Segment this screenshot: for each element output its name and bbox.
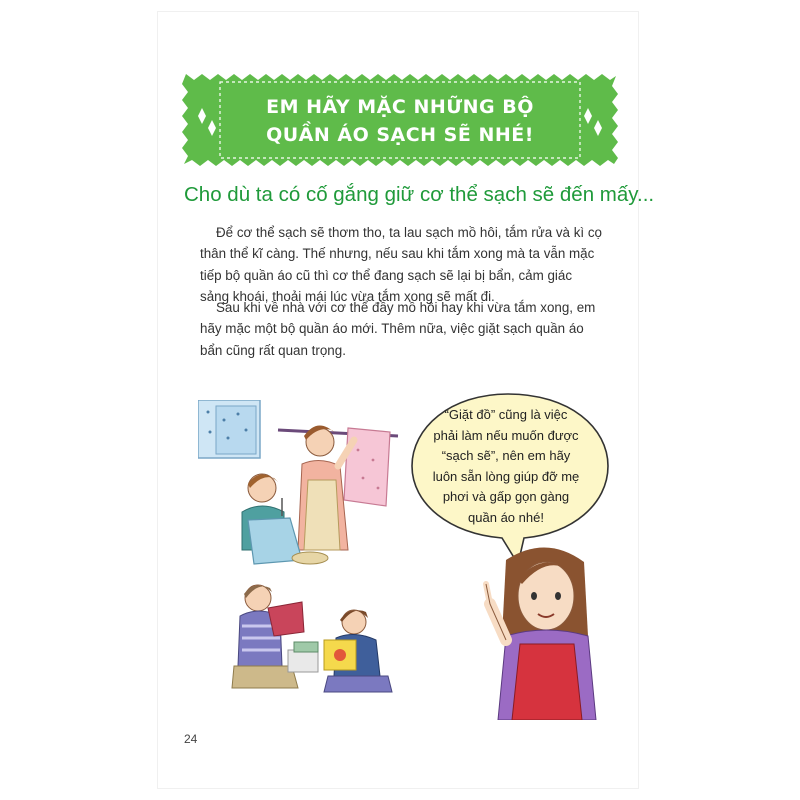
paragraph-2 <box>200 297 624 361</box>
bubble-line: “Giặt đồ” cũng là việc <box>444 407 568 422</box>
paragraph-1 <box>200 222 624 307</box>
bubble-line: luôn sẵn lòng giúp đỡ mẹ <box>432 468 580 484</box>
paragraph-line: thân thể kĩ càng. Thế nhưng, nếu sau khi tắm xong mà ta vẫn mặc <box>200 246 595 262</box>
bubble-line: “sạch sẽ”, nên em hãy <box>441 448 571 463</box>
page-number: 24 <box>184 732 198 746</box>
bubble-line: phơi và gấp gọn gàng <box>442 489 570 504</box>
title-banner <box>180 72 620 168</box>
mother-pointing-illustration <box>476 540 606 720</box>
paragraph-line: Sau khi về nhà với cơ thể đầy mồ hôi hay khi vừa tắm xong, em <box>216 300 596 315</box>
paragraph-line: Để cơ thể sạch sẽ thơm tho, ta lau sạch mồ hôi, tắm rửa và kì cọ <box>216 225 603 240</box>
bubble-line: phải làm nếu muốn được <box>433 427 579 443</box>
bubble-line: quần áo nhé! <box>468 509 544 525</box>
speech-bubble-text <box>428 405 584 528</box>
laundry-hanging-illustration <box>198 400 408 572</box>
section-subtitle: Cho dù ta có cố gắng giữ cơ thể sạch sẽ đến mấy... <box>184 183 655 206</box>
paragraph-line: bẩn cũng rất quan trọng. <box>200 342 346 358</box>
paragraph-line: sảng khoái, thoải mái lúc vừa tắm xong sẽ mất đi. <box>200 288 495 304</box>
paragraph-line: hãy mặc một bộ quần áo mới. Thêm nữa, việc giặt sạch quần áo <box>200 321 584 337</box>
banner-title-line-1: EM HÃY MẶC NHỮNG BỘ <box>266 96 534 118</box>
folding-laundry-illustration <box>228 572 400 700</box>
banner-title-line-2: QUẦN ÁO SẠCH SẼ NHÉ! <box>266 124 534 146</box>
banner-shape <box>180 72 620 168</box>
paragraph-line: tiếp bộ quần áo cũ thì cơ thể đang sạch sẽ lại bị bẩn, cảm giác <box>200 267 573 283</box>
